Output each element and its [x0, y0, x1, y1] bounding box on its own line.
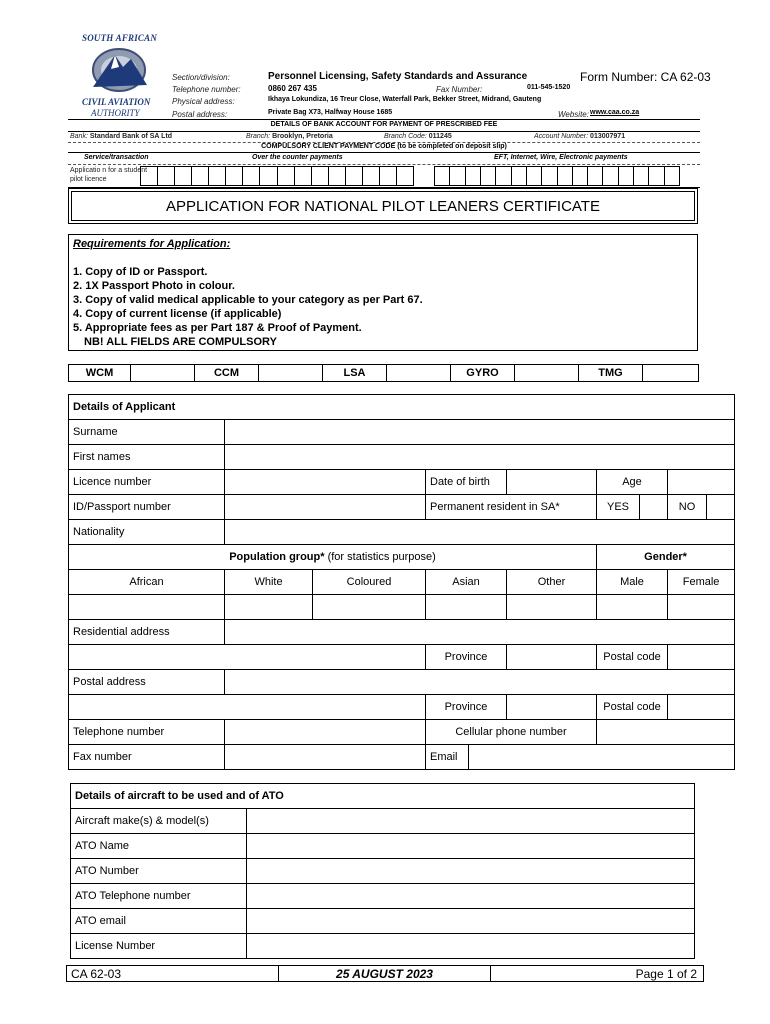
- category-gyro-label: GYRO: [451, 365, 515, 382]
- physical-label: Physical address:: [172, 97, 235, 106]
- requirement-item: 5. Appropriate fees as per Part 187 & Proof of Payment.: [73, 322, 362, 334]
- category-lsa-label: LSA: [323, 365, 387, 382]
- date-of-birth-field[interactable]: [507, 470, 597, 495]
- postal-address-label: Postal address: [69, 670, 225, 695]
- group-white-label: White: [225, 570, 313, 595]
- applicant-table: [68, 394, 735, 770]
- age-field[interactable]: [668, 470, 735, 495]
- bank-label: Bank:: [70, 133, 88, 140]
- branch-label: Branch:: [246, 133, 271, 140]
- postal-label: Postal address:: [172, 110, 228, 119]
- category-tmg-label: TMG: [579, 365, 643, 382]
- telephone-number-field[interactable]: [225, 720, 426, 745]
- requirement-item: 3. Copy of valid medical applicable to your category as per Part 67.: [73, 294, 423, 306]
- telephone-value: 0860 267 435: [268, 84, 317, 93]
- category-table: [68, 364, 699, 382]
- physical-value: Ikhaya Lokundiza, 16 Treur Close, Waterfall Park, Bekker Street, Midrand, Gauteng: [268, 96, 542, 103]
- website-label: Website:: [558, 110, 589, 119]
- requirements-heading: Requirements for Application:: [73, 238, 231, 250]
- category-lsa-checkbox[interactable]: [387, 365, 451, 382]
- page-title: APPLICATION FOR NATIONAL PILOT LEANERS CERTIFICATE: [71, 191, 695, 221]
- title-box: [68, 188, 698, 224]
- residential-address-label: Residential address: [69, 620, 225, 645]
- category-ccm-checkbox[interactable]: [259, 365, 323, 382]
- telephone-label: Telephone number:: [172, 85, 241, 94]
- bank-value: Standard Bank of SA Ltd: [89, 133, 173, 140]
- fax-value: 011-545-1520: [527, 84, 571, 91]
- cellular-phone-label: Cellular phone number: [426, 720, 597, 745]
- no-checkbox[interactable]: [707, 495, 735, 520]
- surname-label: Surname: [69, 420, 225, 445]
- fax-label: Fax Number:: [436, 85, 483, 94]
- group-asian-label: Asian: [426, 570, 507, 595]
- fax-number-label: Fax number: [69, 745, 225, 770]
- population-group-note: (for statistics purpose): [324, 551, 436, 563]
- yes-checkbox[interactable]: [640, 495, 668, 520]
- ato-name-field[interactable]: [247, 834, 695, 859]
- branch-value: Brooklyn, Pretoria: [272, 133, 333, 140]
- gender-female-checkbox[interactable]: [668, 595, 735, 620]
- application-line-1: Applicatio n for a student: [70, 167, 148, 174]
- age-label: Age: [597, 470, 668, 495]
- ato-telephone-label: ATO Telephone number: [71, 884, 247, 909]
- permanent-resident-label: Permanent resident in SA*: [426, 495, 597, 520]
- category-ccm-label: CCM: [195, 365, 259, 382]
- requirement-item: 1. Copy of ID or Passport.: [73, 266, 208, 278]
- group-coloured-checkbox[interactable]: [313, 595, 426, 620]
- ato-email-label: ATO email: [71, 909, 247, 934]
- account-label: Account Number:: [534, 133, 589, 140]
- counter-payment-code-boxes[interactable]: [140, 166, 414, 186]
- postal-province-label: Province: [426, 695, 507, 720]
- group-coloured-label: Coloured: [313, 570, 426, 595]
- nationality-field[interactable]: [225, 520, 735, 545]
- id-passport-field[interactable]: [225, 495, 426, 520]
- footer-page-number: Page 1 of 2: [635, 966, 697, 981]
- ato-telephone-field[interactable]: [247, 884, 695, 909]
- no-label: NO: [668, 495, 707, 520]
- aircraft-make-label: Aircraft make(s) & model(s): [71, 809, 247, 834]
- residential-province-field[interactable]: [507, 645, 597, 670]
- ato-number-label: ATO Number: [71, 859, 247, 884]
- licence-number-field[interactable]: [225, 470, 426, 495]
- license-number-label: License Number: [71, 934, 247, 959]
- fax-number-field[interactable]: [225, 745, 426, 770]
- group-white-checkbox[interactable]: [225, 595, 313, 620]
- footer-form-code: CA 62-03: [67, 966, 279, 981]
- gender-female-label: Female: [668, 570, 735, 595]
- surname-field[interactable]: [225, 420, 735, 445]
- postal-postal-code-label: Postal code: [597, 695, 668, 720]
- population-group-label: Population group*: [229, 551, 325, 563]
- aircraft-make-field[interactable]: [247, 809, 695, 834]
- requirement-item: 4. Copy of current license (if applicable): [73, 308, 282, 320]
- email-label: Email: [426, 745, 469, 770]
- cellular-phone-field[interactable]: [597, 720, 735, 745]
- category-gyro-checkbox[interactable]: [515, 365, 579, 382]
- postal-value: Private Bag X73, Halfway House 1685: [268, 109, 393, 116]
- eft-payments-label: EFT, Internet, Wire, Electronic payments: [494, 154, 628, 161]
- website-link[interactable]: www.caa.co.za: [590, 109, 640, 116]
- group-african-label: African: [69, 570, 225, 595]
- postal-address-field[interactable]: [225, 670, 735, 695]
- residential-postal-code-field[interactable]: [668, 645, 735, 670]
- branch-code-value: 011245: [428, 133, 452, 140]
- gender-male-label: Male: [597, 570, 668, 595]
- application-line-2: pilot licence: [70, 176, 107, 183]
- yes-label: YES: [597, 495, 640, 520]
- gender-heading: Gender*: [597, 545, 735, 570]
- date-of-birth-label: Date of birth: [426, 470, 507, 495]
- category-wcm-label: WCM: [69, 365, 131, 382]
- aircraft-heading: Details of aircraft to be used and of ATO: [71, 784, 695, 809]
- ato-number-field[interactable]: [247, 859, 695, 884]
- branch-code-label: Branch Code:: [384, 133, 427, 140]
- residential-address-line-2[interactable]: [69, 645, 426, 670]
- residential-province-label: Province: [426, 645, 507, 670]
- section-label: Section/division:: [172, 73, 230, 82]
- residential-address-field[interactable]: [225, 620, 735, 645]
- service-label: Service/transaction: [84, 154, 149, 161]
- postal-postal-code-field[interactable]: [668, 695, 735, 720]
- licence-number-label: Licence number: [69, 470, 225, 495]
- eft-payment-code-boxes[interactable]: [434, 166, 680, 186]
- category-wcm-checkbox[interactable]: [131, 365, 195, 382]
- population-group-heading: [69, 545, 597, 570]
- residential-postal-code-label: Postal code: [597, 645, 668, 670]
- ato-name-label: ATO Name: [71, 834, 247, 859]
- counter-payments-label: Over the counter payments: [252, 154, 343, 161]
- postal-province-field[interactable]: [507, 695, 597, 720]
- ato-email-field[interactable]: [247, 909, 695, 934]
- gender-male-checkbox[interactable]: [597, 595, 668, 620]
- group-other-label: Other: [507, 570, 597, 595]
- first-names-field[interactable]: [225, 445, 735, 470]
- telephone-number-label: Telephone number: [69, 720, 225, 745]
- logo-bottom-text-1: CIVIL AVIATION: [82, 97, 151, 107]
- requirements-box: [68, 234, 698, 351]
- category-tmg-checkbox[interactable]: [643, 365, 699, 382]
- account-value: 013007971: [590, 133, 626, 140]
- nationality-label: Nationality: [69, 520, 225, 545]
- applicant-heading: Details of Applicant: [69, 395, 735, 420]
- postal-address-line-2[interactable]: [69, 695, 426, 720]
- group-asian-checkbox[interactable]: [426, 595, 507, 620]
- group-other-checkbox[interactable]: [507, 595, 597, 620]
- logo-bottom-text-2: AUTHORITY: [91, 108, 140, 118]
- page-footer: [66, 965, 704, 982]
- logo-top-text: SOUTH AFRICAN: [82, 33, 158, 43]
- bank-title: DETAILS OF BANK ACCOUNT FOR PAYMENT OF PRESCRIBED FEE: [270, 121, 498, 128]
- id-passport-label: ID/Passport number: [69, 495, 225, 520]
- requirements-note: NB! ALL FIELDS ARE COMPULSORY: [84, 336, 277, 348]
- first-names-label: First names: [69, 445, 225, 470]
- group-african-checkbox[interactable]: [69, 595, 225, 620]
- license-number-field[interactable]: [247, 934, 695, 959]
- footer-date: 25 AUGUST 2023: [279, 966, 491, 981]
- compulsory-code-note: COMPULSORY CLIENT PAYMENT CODE (to be completed on deposit slip): [261, 143, 507, 150]
- requirement-item: 2. 1X Passport Photo in colour.: [73, 280, 235, 292]
- form-number: Form Number: CA 62-03: [580, 70, 711, 84]
- aircraft-table: [70, 783, 695, 959]
- caa-logo-icon: [85, 47, 153, 93]
- email-field[interactable]: [469, 745, 735, 770]
- section-value: Personnel Licensing, Safety Standards and Assurance: [268, 71, 528, 82]
